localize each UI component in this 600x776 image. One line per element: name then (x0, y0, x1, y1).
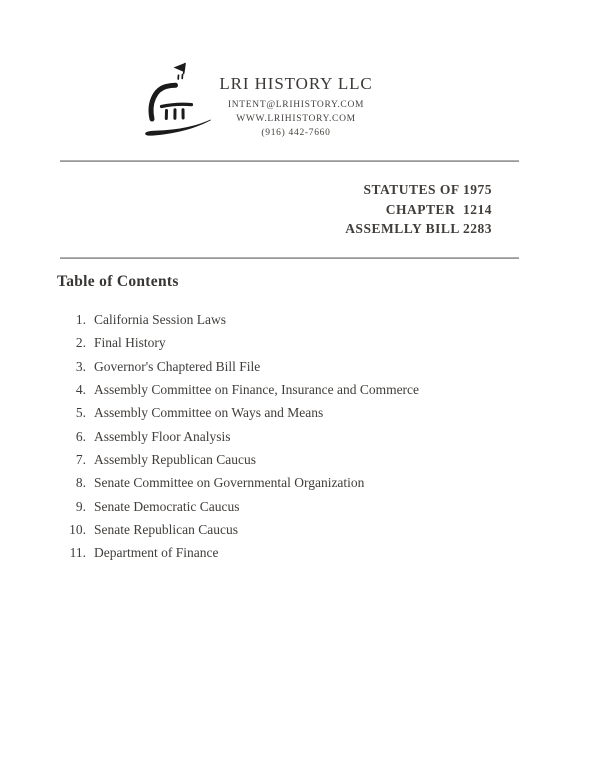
toc-item-number: 4. (75, 382, 86, 398)
toc-item (62, 541, 542, 564)
toc-item-label: Department of Finance (94, 545, 219, 561)
toc-item-label: Assembly Floor Analysis (94, 428, 231, 444)
toc-item-label: Senate Democratic Caucus (94, 498, 240, 514)
toc-item-number: 1. (75, 312, 86, 327)
toc-item-number: 10. (69, 522, 86, 538)
toc-item (62, 308, 542, 331)
assembly-bill-line: ASSEMLLY BILL 2283 (345, 221, 492, 237)
company-phone: (916) 442-7660 (261, 127, 331, 138)
toc-item-number: 6. (75, 428, 86, 444)
toc-item-number: 3. (75, 358, 86, 374)
toc-item (62, 425, 542, 448)
toc-item-label: California Session Laws (94, 312, 226, 327)
statutes-line: STATUTES OF 1975 (363, 182, 492, 197)
toc-item-number: 7. (75, 452, 86, 468)
toc-item-label: Governor's Chaptered Bill File (94, 358, 261, 374)
toc-item (62, 355, 542, 378)
toc-item (62, 378, 542, 401)
divider-bottom (60, 257, 519, 259)
toc-item-number: 9. (75, 498, 86, 514)
company-name: LRI HISTORY LLC (219, 74, 373, 93)
toc-item-label: Assembly Committee on Finance, Insurance and Commerce (94, 382, 420, 398)
toc-item-label: Assembly Committee on Ways and Means (94, 405, 324, 421)
toc-item (62, 495, 542, 518)
company-website: WWW.LRIHISTORY.COM (236, 113, 356, 124)
toc-item (62, 401, 542, 424)
toc-item (62, 331, 542, 354)
case-reference (345, 180, 492, 239)
toc-item-label: Senate Republican Caucus (94, 522, 238, 538)
toc-item-number: 5. (75, 405, 86, 421)
toc-heading: Table of Contents (57, 273, 179, 290)
toc-item (62, 471, 542, 494)
chapter-line: CHAPTER 1214 (385, 201, 492, 217)
toc-item-label: Assembly Republican Caucus (94, 452, 256, 468)
toc-item-label: Final History (94, 335, 166, 351)
toc-list (62, 308, 542, 565)
letterhead (176, 74, 416, 140)
logo-dome-stroke (151, 85, 175, 119)
toc-item-number: 2. (75, 335, 86, 351)
toc-item-number: 11. (69, 545, 86, 561)
divider-top (60, 160, 519, 162)
toc-item-number: 8. (75, 475, 86, 491)
company-email: INTENT@LRIHISTORY.COM (227, 100, 365, 110)
toc-item (62, 518, 542, 541)
toc-item-label: Senate Committee on Governmental Organization (94, 475, 365, 491)
toc-item (62, 448, 542, 471)
